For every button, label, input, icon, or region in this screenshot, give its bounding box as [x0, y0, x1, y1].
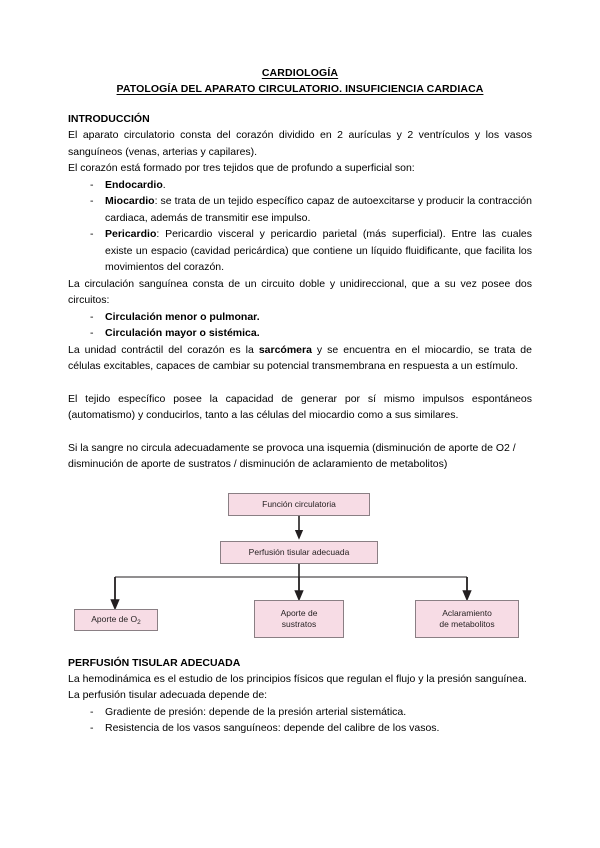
document-title — [68, 66, 532, 81]
document-content — [68, 66, 532, 737]
list-item-circulacion-mayor — [68, 325, 532, 342]
sarcomera-post: y se encuentra en el miocardio, se trata de células excitables, capaces de cambiar su potencial transmembrana en respuesta a un estímulo. — [68, 343, 532, 372]
aporte-o2-subscript: 2 — [137, 618, 141, 626]
term-pericardio: Pericardio — [105, 228, 157, 240]
paragraph-circulacion-sanguinea: La circulación sanguínea consta de un circuito doble y unidireccional, que a su vez posee dos circuitos: — [68, 277, 532, 306]
list-item-gradiente-presion: - Gradiente de presión: depende de la presión arterial sistemática. — [68, 704, 532, 721]
list-item-endocardio — [68, 177, 532, 194]
desc-miocardio: : se trata de un tejido específico capaz de autoexcitarse y producir la contracción cardiaca, además de transmitir ese impulso. — [105, 195, 532, 224]
flow-diagram-perfusion — [68, 487, 532, 645]
diagram-node-funcion-circulatoria — [228, 493, 370, 516]
document-subtitle-text: PATOLOGÍA DEL APARATO CIRCULATORIO. INSUFICIENCIA CARDIACA — [116, 83, 484, 95]
paragraph-perfusion-depende: La perfusión tisular adecuada depende de: — [68, 689, 268, 701]
diagram-node-aporte-o2-label — [91, 614, 140, 626]
paragraph-tres-tejidos: El corazón está formado por tres tejidos que de profundo a superficial son: — [68, 162, 415, 174]
desc-pericardio: : Pericardio visceral y pericardio parietal (más superficial). Entre las cuales existe un espacio (cavidad pericárdica) que contiene un líquido fluidificante, que facilita los movimientos del corazón. — [105, 228, 532, 273]
list-item-resistencia-vasos: - Resistencia de los vasos sanguíneos: depende del calibre de los vasos. — [68, 720, 532, 737]
heading-perfusion-tisular: PERFUSIÓN TISULAR ADECUADA — [68, 656, 241, 669]
paragraph-sarcomera — [68, 342, 532, 375]
diagram-node-aclaramiento-metabolitos-line1: Aclaramiento — [442, 607, 492, 618]
list-item-miocardio — [68, 193, 532, 226]
term-sarcomera: sarcómera — [258, 343, 312, 356]
aporte-o2-text: Aporte de O — [91, 613, 138, 624]
document-subtitle — [68, 82, 532, 97]
desc-endocardio: . — [162, 178, 166, 191]
paragraph-tejido-especifico: El tejido específico posee la capacidad de generar por sí mismo impulsos espontáneos (automatismo) y conducirlos, tanto a las células del miocardio como a sus similares. — [68, 392, 532, 421]
sarcomera-pre: La unidad contráctil del corazón es la — [68, 343, 259, 356]
diagram-node-aporte-sustratos-line1: Aporte de — [280, 607, 318, 618]
paragraph-spacer-2 — [68, 424, 532, 440]
term-endocardio: Endocardio — [105, 178, 163, 191]
list-perfusion-factores — [68, 704, 532, 737]
diagram-node-aporte-sustratos — [254, 600, 344, 638]
diagram-node-perfusion-tisular — [220, 541, 378, 564]
list-circuitos — [68, 309, 532, 342]
paragraph-hemodinamica: La hemodinámica es el estudio de los principios físicos que regulan el flujo y la presión sanguínea. — [68, 672, 527, 685]
diagram-node-aclaramiento-metabolitos — [415, 600, 519, 638]
diagram-node-aporte-o2 — [74, 609, 158, 631]
term-miocardio: Miocardio — [105, 195, 155, 207]
paragraph-aparato-circulatorio: El aparato circulatorio consta del corazón dividido en 2 aurículas y 2 ventrículos y los vasos sanguíneos (venas, arterias y capilares). — [68, 129, 532, 158]
list-tejidos — [68, 177, 532, 276]
diagram-node-aporte-sustratos-line2: sustratos — [281, 618, 317, 629]
heading-introduccion: INTRODUCCIÓN — [68, 113, 150, 125]
diagram-node-funcion-circulatoria-label: Función circulatoria — [262, 498, 336, 509]
term-circulacion-menor: Circulación menor o pulmonar. — [105, 310, 260, 323]
list-item-pericardio — [68, 226, 532, 276]
paragraph-spacer-1 — [68, 375, 532, 391]
list-item-circulacion-menor — [68, 309, 532, 326]
diagram-node-perfusion-tisular-label: Perfusión tisular adecuada — [248, 546, 350, 557]
document-title-text: CARDIOLOGÍA — [261, 67, 339, 79]
term-circulacion-mayor: Circulación mayor o sistémica. — [105, 327, 260, 339]
diagram-node-aclaramiento-metabolitos-line2: de metabolitos — [439, 618, 495, 629]
paragraph-isquemia: Si la sangre no circula adecuadamente se provoca una isquemia (disminución de aporte de O2 / disminución de aporte de sustratos / disminución de aclaramiento de metabolitos) — [68, 441, 516, 470]
